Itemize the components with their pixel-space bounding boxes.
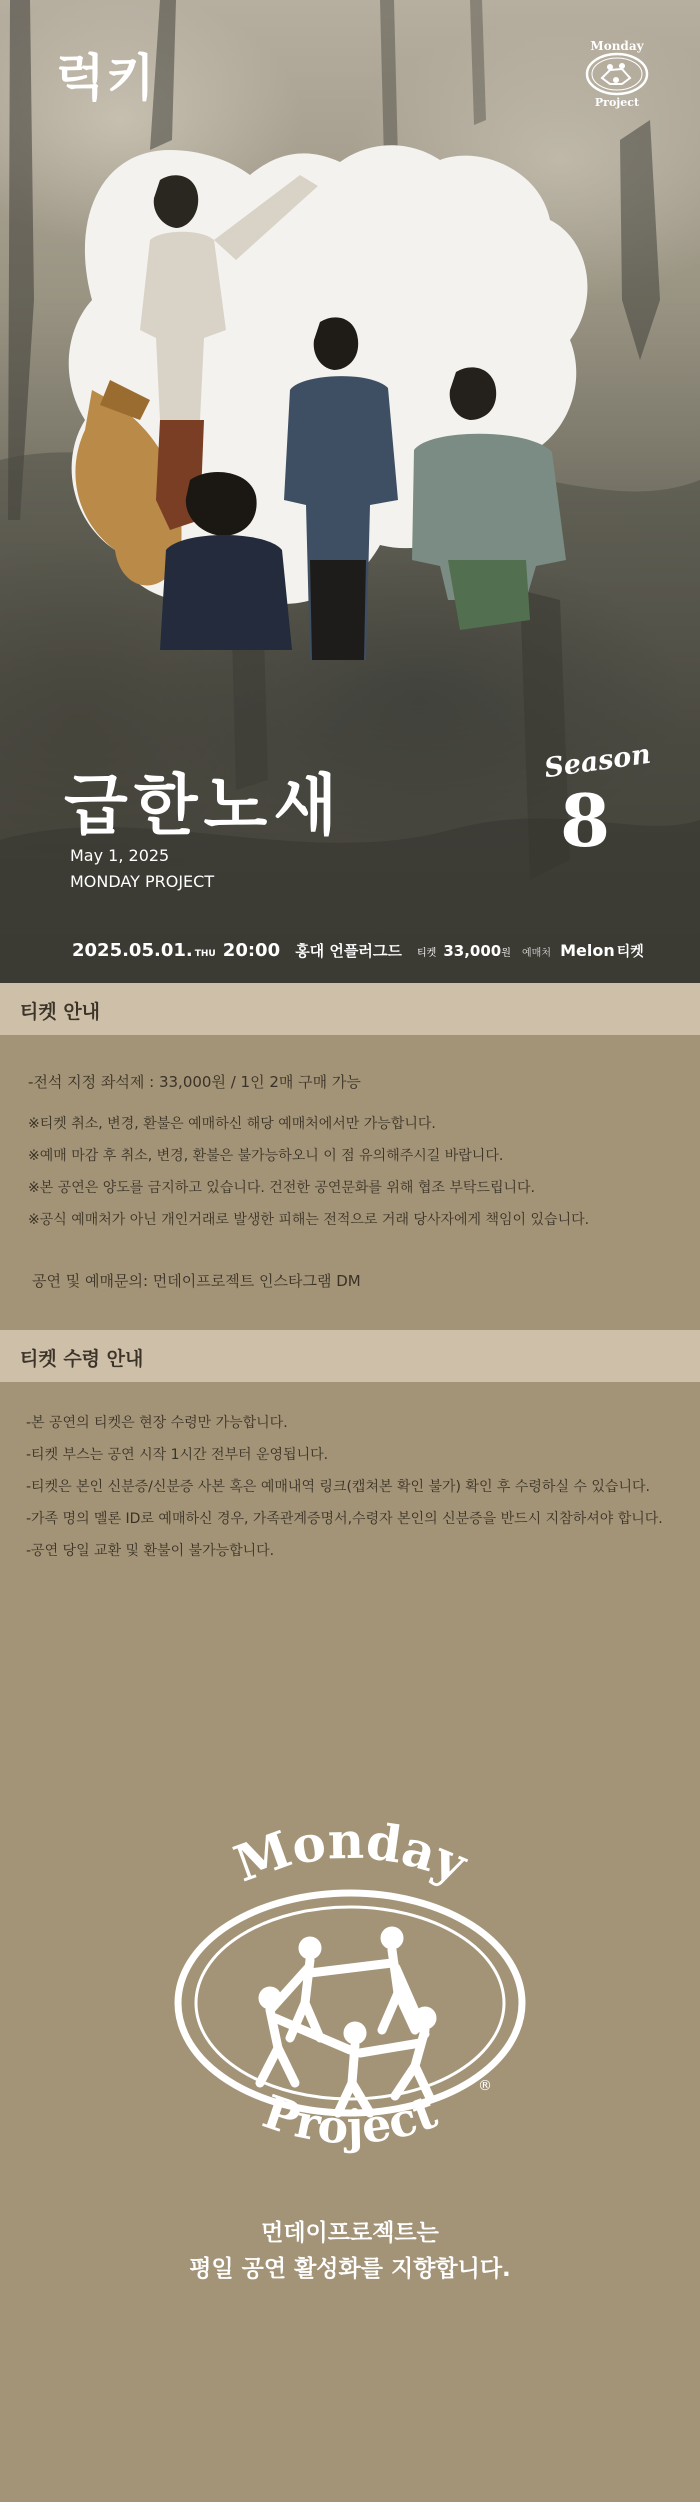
ticket-currency: 원 (501, 948, 511, 959)
poster-date: May 1, 2025 (70, 846, 170, 865)
ticket-note: ※티켓 취소, 변경, 환불은 예매하신 해당 예매처에서만 가능합니다. (28, 1116, 436, 1132)
vendor-suffix: 티켓 (616, 944, 644, 960)
ticket-note: ※본 공연은 양도를 금지하고 있습니다. 건전한 공연문화를 위해 협조 부탁드립니다. (28, 1180, 535, 1196)
ticket-pickup-title: 티켓 수령 안내 (20, 1348, 144, 1370)
contact-info: 공연 및 예매문의: 먼데이프로젝트 인스타그램 DM (32, 1272, 361, 1290)
ticket-info-header (0, 983, 700, 1035)
monday-project-logo (160, 1798, 540, 2188)
event-time: 20:00 (222, 940, 281, 961)
season-number: 8 (560, 778, 611, 863)
logo-bottom-text: Project (256, 2084, 444, 2155)
pickup-line: -티켓 부스는 공연 시작 1시간 전부터 운영됩니다. (26, 1447, 329, 1463)
ticket-price-label: 티켓 (416, 948, 437, 959)
ticket-info-title: 티켓 안내 (20, 1001, 101, 1023)
slogan-line-1: 먼데이프로젝트는 (261, 2220, 439, 2246)
pickup-line: -공연 당일 교환 및 환불이 불가능합니다. (26, 1543, 275, 1559)
badge-top-text: Monday (590, 39, 644, 53)
band-name: 럭키 (56, 49, 157, 107)
vendor-name: Melon (560, 941, 615, 960)
ticket-price: 33,000 (443, 942, 502, 960)
event-date: 2025.05.01. (72, 940, 193, 961)
logo-top-text: Monday (226, 1810, 476, 1895)
event-venue: 홍대 언플러그드 (295, 942, 402, 960)
event-title: 급한노새 (64, 766, 344, 844)
ticket-note: ※공식 예매처가 아닌 개인거래로 발생한 피해는 전적으로 거래 당사자에게 책임이 있습니다. (28, 1212, 590, 1228)
pickup-line: -가족 명의 멜론 ID로 예매하신 경우, 가족관계증명서,수령자 본인의 신분증을 반드시 지참하셔야 합니다. (26, 1511, 663, 1527)
vendor-label: 예매처 (522, 948, 551, 959)
ticket-note: ※예매 마감 후 취소, 변경, 환불은 불가능하오니 이 점 유의해주시길 바랍니다. (28, 1148, 504, 1164)
registered-mark: ® (478, 2078, 492, 2094)
ticket-pickup-header (0, 1330, 700, 1382)
pickup-line: -본 공연의 티켓은 현장 수령만 가능합니다. (26, 1415, 288, 1431)
badge-bottom-text: Project (594, 96, 640, 109)
ticket-pickup-section (0, 1382, 700, 1642)
slogan-line-2: 평일 공연 활성화를 지향합니다. (189, 2256, 511, 2282)
ticket-info-section (0, 1035, 700, 1330)
concert-poster (0, 0, 700, 983)
monday-project-badge-logo (582, 36, 652, 110)
event-weekday: THU (194, 949, 216, 959)
seat-policy: -전석 지정 좌석제 : 33,000원 / 1인 2매 구매 가능 (28, 1073, 361, 1091)
poster-organizer: MONDAY PROJECT (70, 872, 215, 891)
season-label: Season (542, 738, 653, 785)
event-info-bar (72, 940, 644, 961)
pickup-line: -티켓은 본인 신분증/신분증 사본 혹은 예매내역 링크(캡쳐본 확인 불가) 확인 후 수령하실 수 있습니다. (26, 1479, 650, 1495)
